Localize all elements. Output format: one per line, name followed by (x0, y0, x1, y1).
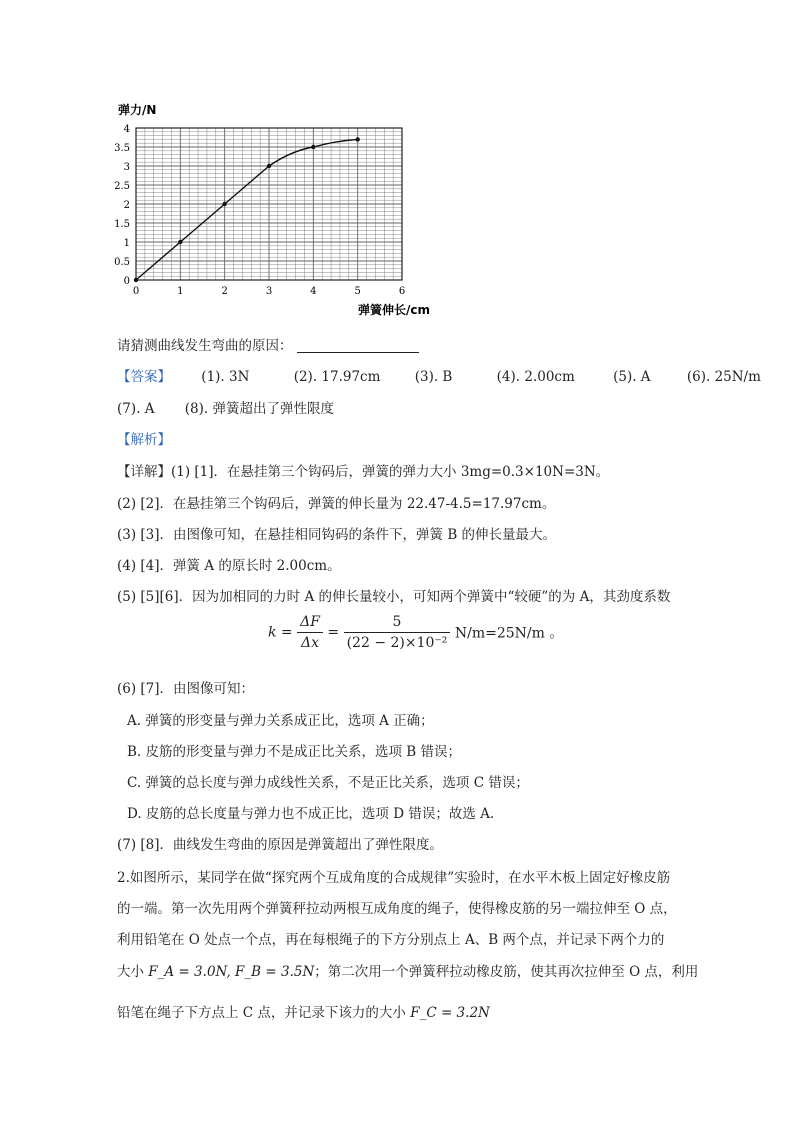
y-axis-label: 弹力/N (118, 103, 157, 117)
analysis-label: 【解析】 (117, 432, 171, 448)
x-tick-label: 5 (354, 286, 361, 297)
answer-line-2 (117, 397, 334, 417)
q2-line-4 (117, 960, 698, 980)
q2-line-4-b: ；第二次用一个弹簧秤拉动橡皮筋，使其再次拉伸至 O 点，利用 (314, 964, 699, 980)
x-tick-label: 4 (310, 286, 317, 297)
answer-item-7: (7). A (117, 401, 155, 417)
spring-force-chart (100, 96, 431, 326)
question-line (117, 334, 419, 354)
formula-frac-2 (344, 614, 451, 651)
formula-frac-1 (297, 614, 323, 651)
x-tick-label: 2 (221, 286, 228, 297)
series-line (136, 139, 358, 280)
answer-item-1: (1). 3N (201, 369, 250, 385)
q2-line-2: 的一端。第一次先用两个弹簧秤拉动两根互成角度的绳子，使得橡皮筋的另一端拉伸至 O 点， (117, 901, 677, 917)
answer-item-3: (3). B (414, 369, 453, 385)
detail-line-4: (4) [4]．弹簧 A 的原长时 2.00cm。 (117, 558, 341, 574)
data-point (355, 137, 359, 141)
x-axis-label: 弹簧伸长/cm (358, 303, 431, 317)
formula-den-2: (22 − 2)×10⁻² (346, 635, 448, 651)
option-c: C. 弹簧的总长度与弹力成线性关系，不是正比关系，选项 C 错误； (127, 775, 529, 791)
q2-force-c: F_C = 3.2N (410, 1005, 490, 1021)
q2-line-4-a: 大小 (117, 964, 144, 980)
y-tick-label: 4 (123, 124, 130, 135)
y-tick-label: 2 (123, 200, 130, 211)
x-tick-label: 3 (265, 286, 273, 297)
question-text: 请猜测曲线发生弯曲的原因： (117, 338, 293, 354)
detail-line-5: (5) [5][6]．因为加相同的力时 A 的伸长量较小，可知两个弹簧中“较硬”的为 A，其劲度系数 (117, 589, 671, 605)
y-tick-label: 0.5 (114, 257, 130, 268)
x-tick-label: 1 (177, 286, 184, 297)
y-tick-label: 1 (123, 238, 130, 249)
q2-line-3: 利用铅笔在 O 处点一个点，再在每根绳子的下方分别点上 A、B 两个点，并记录下两个力的 (117, 932, 665, 948)
data-point (222, 202, 226, 206)
y-tick-labels (114, 124, 130, 287)
data-point (134, 278, 138, 282)
data-point (178, 240, 182, 244)
formula-num-1: ΔF (297, 614, 323, 633)
x-tick-labels (133, 286, 405, 297)
q2-line-5-a: 铅笔在绳子下方点上 C 点，并记录下该力的大小 (117, 1005, 406, 1021)
stiffness-formula (268, 614, 563, 651)
x-tick-label: 6 (398, 286, 406, 297)
detail-line-2: (2) [2]．在悬挂第三个钩码后，弹簧的伸长量为 22.47-4.5=17.97cm。 (117, 496, 556, 512)
data-point (311, 145, 315, 149)
answer-line-1 (117, 365, 761, 385)
detail-line-1: 【详解】(1) [1]．在悬挂第三个钩码后，弹簧的弹力大小 3mg=0.3×10N=3N。 (117, 464, 610, 480)
formula-eq: = (327, 624, 340, 641)
y-tick-label: 3.5 (114, 143, 130, 154)
detail-line-7: (7) [8]．曲线发生弯曲的原因是弹簧超出了弹性限度。 (117, 837, 444, 853)
y-tick-label: 0 (123, 276, 130, 287)
answer-item-2: (2). 17.97cm (293, 369, 381, 385)
q2-line-1: 2.如图所示，某同学在做“探究两个互成角度的合成规律”实验时，在水平木板上固定好橡皮筋 (117, 870, 671, 886)
detail-line-3: (3) [3]．由图像可知，在悬挂相同钩码的条件下，弹簧 B 的伸长量最大。 (117, 527, 557, 543)
q2-line-5 (117, 1001, 490, 1021)
option-a: A. 弹簧的形变量与弹力关系成正比，选项 A 正确； (127, 713, 434, 729)
chart-grid (136, 128, 402, 280)
q2-force-ab: F_A = 3.0N, F_B = 3.5N (148, 964, 315, 980)
formula-num-2: 5 (344, 614, 451, 633)
y-tick-label: 3 (123, 162, 130, 173)
option-d: D. 皮筋的总长度量与弹力也不成正比，选项 D 错误；故选 A. (127, 806, 495, 822)
chart-series (134, 137, 360, 282)
formula-k: k = (268, 624, 293, 641)
y-tick-label: 2.5 (114, 181, 130, 192)
answer-blank (297, 338, 419, 353)
option-b: B. 皮筋的形变量与弹力不是成正比关系，选项 B 错误； (127, 744, 462, 760)
y-tick-label: 1.5 (114, 219, 130, 230)
x-tick-label: 0 (132, 286, 140, 297)
answer-item-8: (8). 弹簧超出了弹性限度 (184, 401, 334, 417)
detail-line-6: (6) [7]．由图像可知： (117, 681, 255, 697)
answer-item-5: (5). A (613, 369, 651, 385)
data-point (267, 164, 271, 168)
formula-den-1: Δx (301, 635, 320, 651)
formula-tail: N/m=25N/m 。 (454, 625, 564, 642)
answer-item-6: (6). 25N/m (686, 369, 761, 385)
answer-label: 【答案】 (117, 369, 171, 385)
answer-item-4: (4). 2.00cm (496, 369, 575, 385)
